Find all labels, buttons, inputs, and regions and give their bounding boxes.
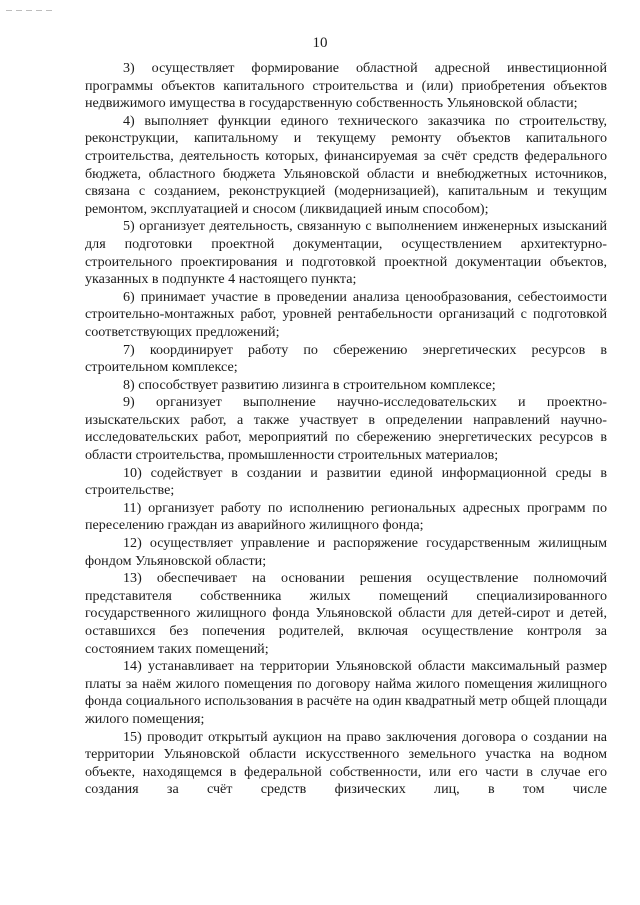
paragraph-item-4: 4) выполняет функции единого технического заказчика по строительству, реконструкции, капитальному и текущему ремонту объектов капитального строительства, деятельность которых, финансируемая за счёт средств федерального бюджета, областного бюджета Ульяновской области и внебюджетных источников, связана с созданием, реконструкцией (модернизацией), капитальным и текущим ремонтом, эксплуатацией и сносом (ликвидацией иным способом);: [85, 112, 607, 217]
paragraph-item-7: 7) координирует работу по сбережению энергетических ресурсов в строительном комплексе;: [85, 341, 607, 376]
paragraph-item-15: 15) проводит открытый аукцион на право заключения договора о создании на территории Ульяновской области искусственного земельного участка на водном объекте, находящемся в федеральной собственности, или его части в случае его создания за счёт средств физических лиц, в том числе: [85, 728, 607, 798]
paragraph-item-5: 5) организует деятельность, связанную с выполнением инженерных изысканий для подготовки проектной документации, осуществлением архитектурно-строительного проектирования и подготовкой проектной документации объектов, указанных в подпункте 4 настоящего пункта;: [85, 218, 607, 288]
paragraph-item-13: 13) обеспечивает на основании решения осуществление полномочий представителя собственника жилых помещений специализированного государственного жилищного фонда Ульяновской области для детей-сирот и детей, оставшихся без попечения родителей, включая осуществление контроля за состоянием таких помещений;: [85, 570, 607, 657]
paragraph-item-3: 3) осуществляет формирование областной адресной инвестиционной программы объектов капитального строительства и (или) приобретения объектов недвижимого имущества в государственную собственность Ульяновской области;: [85, 60, 607, 112]
scan-edge-mark: [6, 10, 52, 11]
paragraph-item-10: 10) содействует в создании и развитии единой информационной среды в строительстве;: [85, 464, 607, 499]
paragraph-item-6: 6) принимает участие в проведении анализа ценообразования, себестоимости строительно-монтажных работ, уровней рентабельности организаций с подготовкой соответствующих предложений;: [85, 288, 607, 340]
paragraph-item-8: 8) способствует развитию лизинга в строительном комплексе;: [123, 376, 496, 393]
paragraph-item-12: 12) осуществляет управление и распоряжение государственным жилищным фондом Ульяновской области;: [85, 535, 607, 569]
document-body: [85, 60, 607, 799]
paragraph-item-14: 14) устанавливает на территории Ульяновской области максимальный размер платы за наём жилого помещения по договору найма жилого помещения жилищного фонда социального использования в расчёте на один квадратный метр общей площади жилого помещения;: [85, 658, 607, 727]
page-number: 10: [312, 35, 328, 51]
paragraph-item-11: 11) организует работу по исполнению региональных адресных программ по переселению граждан из аварийного жилищного фонда;: [85, 499, 607, 534]
paragraph-item-9: 9) организует выполнение научно-исследовательских и проектно-изыскательских работ, а также участвует в определении направлений научно-исследовательских работ, мероприятий по сбережению энергетических ресурсов в области строительства, промышленности строительных материалов;: [85, 394, 607, 464]
